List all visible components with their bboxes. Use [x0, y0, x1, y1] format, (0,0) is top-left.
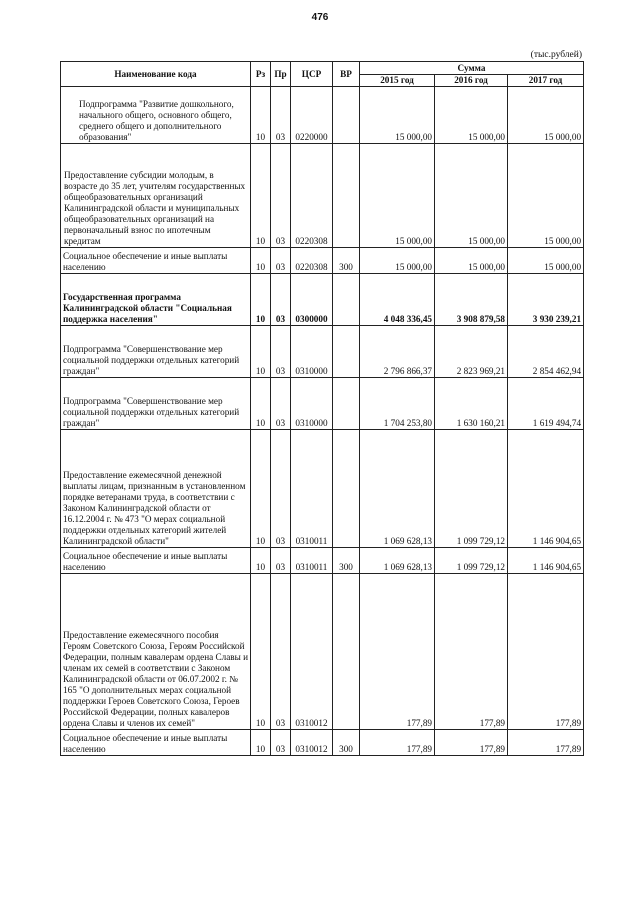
header-csr: ЦСР [291, 62, 333, 87]
row-2017: 177,89 [508, 574, 584, 730]
row-rz: 10 [251, 248, 271, 274]
row-2016: 2 823 969,21 [435, 326, 508, 378]
row-name: Государственная программа Калининградской области "Социальная поддержка населения" [63, 292, 232, 324]
table-row [61, 144, 584, 248]
row-pr: 03 [271, 574, 291, 730]
row-vr [333, 326, 360, 378]
row-pr: 03 [271, 548, 291, 574]
row-name: Предоставление ежемесячного пособия Героям Советского Союза, Героям Российской Федерации, полным кавалерам ордена Славы и членам их семей в соответствии с Законом Калининградской области от 06.07.2002 г. № 165 "О дополнительных мерах социальной поддержки Героев Советского Союза, Героев Российской Федерации, полных кавалеров ордена Славы и членов их семей" [63, 630, 249, 728]
row-pr: 03 [271, 326, 291, 378]
row-2015: 1 704 253,80 [360, 378, 435, 430]
header-pr: Пр [271, 62, 291, 87]
row-2017: 15 000,00 [508, 87, 584, 144]
row-pr: 03 [271, 430, 291, 548]
row-2015: 15 000,00 [360, 87, 435, 144]
row-vr [333, 87, 360, 144]
row-csr: 0220000 [291, 87, 333, 144]
row-rz: 10 [251, 274, 271, 326]
row-2016: 177,89 [435, 574, 508, 730]
row-2015: 1 069 628,13 [360, 548, 435, 574]
row-2015: 15 000,00 [360, 248, 435, 274]
row-pr: 03 [271, 378, 291, 430]
row-vr: 300 [333, 248, 360, 274]
table-row [61, 326, 584, 378]
row-pr: 03 [271, 730, 291, 756]
row-2016: 1 630 160,21 [435, 378, 508, 430]
header-2015: 2015 год [360, 75, 435, 87]
row-2017: 3 930 239,21 [508, 274, 584, 326]
row-2017: 1 619 494,74 [508, 378, 584, 430]
row-2017: 1 146 904,65 [508, 430, 584, 548]
table-row [61, 574, 584, 730]
row-rz: 10 [251, 144, 271, 248]
header-2017: 2017 год [508, 75, 584, 87]
table-header-row [61, 62, 584, 75]
page-number: 476 [311, 12, 329, 23]
row-2017: 15 000,00 [508, 248, 584, 274]
row-vr [333, 144, 360, 248]
row-2015: 2 796 866,37 [360, 326, 435, 378]
row-vr [333, 378, 360, 430]
row-csr: 0310012 [291, 574, 333, 730]
header-vr: ВР [333, 62, 360, 87]
row-2017: 1 146 904,65 [508, 548, 584, 574]
header-sum: Сумма [360, 62, 584, 75]
row-2016: 177,89 [435, 730, 508, 756]
header-name: Наименование кода [61, 62, 251, 87]
row-2017: 15 000,00 [508, 144, 584, 248]
row-rz: 10 [251, 378, 271, 430]
row-csr: 0220308 [291, 248, 333, 274]
row-csr: 0310011 [291, 430, 333, 548]
row-2016: 3 908 879,58 [435, 274, 508, 326]
table-row [61, 730, 584, 756]
budget-table [60, 61, 584, 756]
row-csr: 0310000 [291, 378, 333, 430]
row-2015: 177,89 [360, 574, 435, 730]
table-row [61, 274, 584, 326]
header-2016: 2016 год [435, 75, 508, 87]
row-rz: 10 [251, 430, 271, 548]
row-csr: 0310011 [291, 548, 333, 574]
row-rz: 10 [251, 548, 271, 574]
header-rz: Рз [251, 62, 271, 87]
row-csr: 0310000 [291, 326, 333, 378]
row-2016: 15 000,00 [435, 248, 508, 274]
row-name: Социальное обеспечение и иные выплаты населению [63, 551, 228, 572]
row-2016: 15 000,00 [435, 87, 508, 144]
row-2016: 1 099 729,12 [435, 548, 508, 574]
row-vr: 300 [333, 548, 360, 574]
row-2017: 177,89 [508, 730, 584, 756]
row-rz: 10 [251, 730, 271, 756]
row-2015: 177,89 [360, 730, 435, 756]
row-csr: 0220308 [291, 144, 333, 248]
row-csr: 0300000 [291, 274, 333, 326]
row-2015: 15 000,00 [360, 144, 435, 248]
row-pr: 03 [271, 144, 291, 248]
row-pr: 03 [271, 248, 291, 274]
row-name: Социальное обеспечение и иные выплаты населению [63, 251, 228, 272]
row-rz: 10 [251, 87, 271, 144]
row-2016: 1 099 729,12 [435, 430, 508, 548]
table-row [61, 378, 584, 430]
row-rz: 10 [251, 326, 271, 378]
row-pr: 03 [271, 87, 291, 144]
units-label: (тыс.рублей) [530, 50, 582, 60]
table-row [61, 430, 584, 548]
row-vr: 300 [333, 730, 360, 756]
table-row [61, 248, 584, 274]
row-name: Подпрограмма "Совершенствование мер социальной поддержки отдельных категорий граждан" [63, 344, 240, 376]
row-rz: 10 [251, 574, 271, 730]
row-name: Подпрограмма "Развитие дошкольного, начального общего, основного общего, среднего общего и дополнительного образования" [79, 99, 234, 142]
row-csr: 0310012 [291, 730, 333, 756]
table-row [61, 548, 584, 574]
row-name: Предоставление ежемесячной денежной выплаты лицам, признанным в установленном порядке ветеранами труда, в соответствии с Законом Калининградской области от 16.12.2004 г. № 473 "О мерах социальной поддержки отдельных категорий жителей Калининградской области" [63, 470, 246, 546]
row-2016: 15 000,00 [435, 144, 508, 248]
row-name: Подпрограмма "Совершенствование мер социальной поддержки отдельных категорий граждан" [63, 396, 240, 428]
row-vr [333, 574, 360, 730]
row-name: Предоставление субсидии молодым, в возрасте до 35 лет, учителям государственных общеобразовательных организаций Калининградской области и муниципальных общеобразовательных организаций на первоначальный взнос по ипотечным кредитам [64, 170, 246, 246]
row-2015: 4 048 336,45 [360, 274, 435, 326]
row-2017: 2 854 462,94 [508, 326, 584, 378]
row-pr: 03 [271, 274, 291, 326]
table-row [61, 87, 584, 144]
row-vr [333, 274, 360, 326]
row-vr [333, 430, 360, 548]
row-name: Социальное обеспечение и иные выплаты населению [63, 733, 228, 754]
row-2015: 1 069 628,13 [360, 430, 435, 548]
